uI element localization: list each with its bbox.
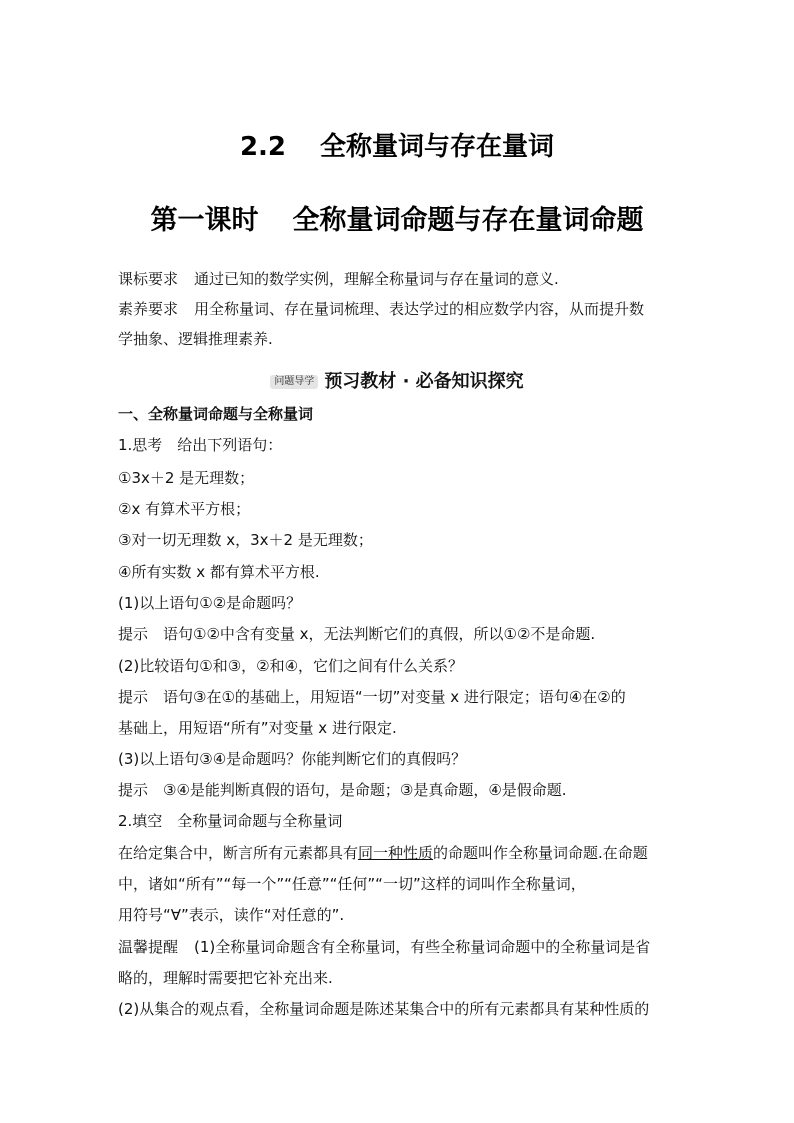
hint-2-cont: 基础上，用短语“所有”对变量 x 进行限定.: [118, 719, 397, 737]
underlined-term: 同一种性质: [358, 844, 434, 862]
think-prompt: 1.思考 给出下列语句：: [118, 436, 283, 454]
section-title-text: 全称量词与存在量词: [320, 132, 555, 162]
lesson-title-text: 全称量词命题与存在量词命题: [292, 205, 644, 236]
question-2: (2)比较语句①和③，②和④，它们之间有什么关系？: [118, 657, 464, 675]
curriculum-text: 通过已知的数学实例，理解全称量词与存在量词的意义.: [194, 270, 559, 288]
curriculum-label: 课标要求: [118, 270, 179, 288]
hint-3: 提示 ③④是能判断真假的语句，是命题；③是真命题，④是假命题.: [118, 781, 567, 799]
definition-line-2: 中，诸如“所有”“每一个”“任意”“任何”“一切”这样的词叫作全称量词，: [118, 875, 586, 893]
question-3: (3)以上语句③④是命题吗？你能判断它们的真假吗？: [118, 750, 467, 768]
statement-3: ③对一切无理数 x，3x＋2 是无理数；: [118, 531, 373, 549]
definition-line-3: 用符号“∀”表示，读作“对任意的”.: [118, 906, 345, 924]
curriculum-requirement: [118, 269, 688, 289]
literacy-requirement: [118, 299, 688, 319]
reminder-label: 温馨提醒: [118, 938, 179, 956]
lesson-title: [0, 198, 794, 237]
statement-2: ②x 有算术平方根；: [118, 500, 251, 518]
reminder-line-1: 温馨提醒 (1)全称量词命题含有全称量词，有些全称量词命题中的全称量词是省: [118, 938, 651, 956]
literacy-text: 用全称量词、存在量词梳理、表达学过的相应数学内容，从而提升数: [194, 300, 645, 318]
literacy-requirement-cont: 学抽象、逻辑推理素养.: [118, 330, 273, 348]
question-guide-tag: 问题导学: [270, 375, 318, 389]
lesson-number: 第一课时: [150, 205, 259, 236]
statement-4: ④所有实数 x 都有算术平方根.: [118, 563, 320, 581]
literacy-label: 素养要求: [118, 300, 179, 318]
reminder-line-2: 略的，理解时需要把它补充出来.: [118, 969, 333, 987]
hint-1: 提示 语句①②中含有变量 x，无法判断它们的真假，所以①②不是命题.: [118, 625, 596, 643]
definition-line-1: 在给定集合中，断言所有元素都具有同一种性质的命题叫作全称量词命题.在命题: [118, 844, 648, 862]
fill-in-heading: 2.填空 全称量词命题与全称量词: [118, 812, 343, 830]
section-title: [0, 126, 794, 163]
question-1: (1)以上语句①②是命题吗？: [118, 594, 302, 612]
preview-banner: [0, 367, 794, 393]
reminder-line-3: (2)从集合的观点看，全称量词命题是陈述某集合中的所有元素都具有某种性质的: [118, 1000, 650, 1018]
statement-1: ①3x＋2 是无理数；: [118, 469, 255, 487]
hint-2: 提示 语句③在①的基础上，用短语“一切”对变量 x 进行限定；语句④在②的: [118, 688, 626, 706]
preview-banner-title: 预习教材 · 必备知识探究: [324, 371, 524, 392]
heading-universal: 一、全称量词命题与全称量词: [118, 405, 314, 423]
section-number: 2.2: [239, 132, 287, 162]
